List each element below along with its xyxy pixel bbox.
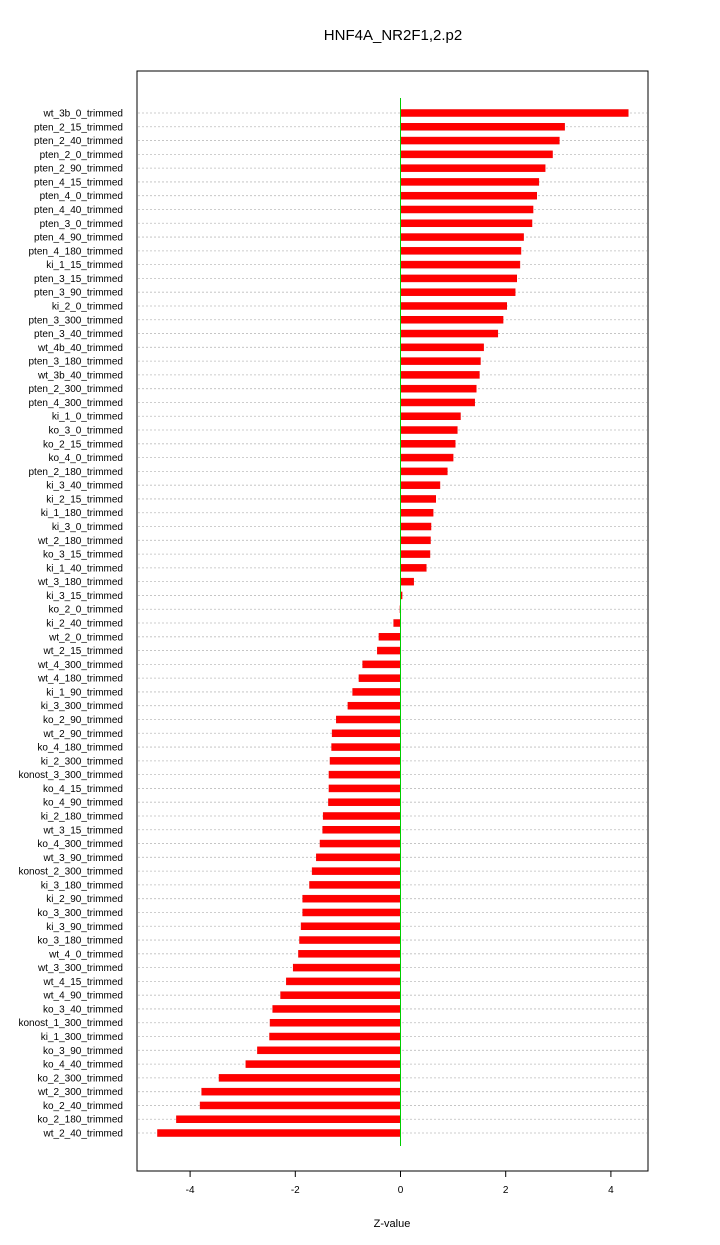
category-label: ko_2_0_trimmed [48, 604, 123, 616]
bar-wt_3_90_trimmed [316, 854, 400, 861]
category-label: konost_3_300_trimmed [18, 770, 123, 782]
category-label: ki_2_180_trimmed [40, 811, 123, 823]
category-label: pten_4_15_trimmed [34, 177, 123, 189]
category-label: ko_2_40_trimmed [42, 1100, 123, 1112]
category-label: ki_3_300_trimmed [40, 701, 123, 713]
bar-ki_2_0_trimmed [401, 302, 507, 309]
category-label: ko_4_15_trimmed [42, 783, 123, 795]
category-label: ki_2_40_trimmed [46, 618, 123, 630]
category-label: ko_3_90_trimmed [42, 1045, 123, 1057]
bar-ki_2_40_trimmed [394, 620, 401, 627]
bar-pten_3_0_trimmed [401, 220, 533, 227]
bar-ki_2_15_trimmed [401, 495, 436, 502]
category-label: pten_3_180_trimmed [28, 356, 123, 368]
category-label: ko_4_90_trimmed [42, 797, 123, 809]
bar-ki_2_300_trimmed [330, 757, 400, 764]
x-tick-label: -4 [185, 1185, 195, 1196]
bar-pten_3_15_trimmed [401, 275, 517, 282]
bar-pten_3_300_trimmed [401, 316, 504, 323]
category-label: ko_2_15_trimmed [42, 439, 123, 451]
bar-wt_4_300_trimmed [363, 661, 401, 668]
category-label: pten_4_180_trimmed [28, 246, 123, 258]
bar-ki_1_0_trimmed [401, 413, 461, 420]
bar-pten_4_90_trimmed [401, 234, 524, 241]
bar-wt_2_40_trimmed [157, 1130, 400, 1137]
category-label: ki_3_90_trimmed [46, 921, 123, 933]
bar-ki_1_90_trimmed [353, 688, 401, 695]
bar-pten_2_15_trimmed [401, 123, 565, 130]
category-label: ki_2_15_trimmed [46, 494, 123, 506]
category-label: ki_3_15_trimmed [46, 590, 123, 602]
category-label: pten_4_90_trimmed [34, 232, 123, 244]
bar-ki_3_180_trimmed [310, 881, 401, 888]
category-label: wt_2_300_trimmed [37, 1087, 123, 1099]
category-label: pten_4_40_trimmed [34, 204, 123, 216]
bar-wt_2_180_trimmed [401, 537, 431, 544]
bar-wt_4b_40_trimmed [401, 344, 484, 351]
x-axis-label: Z-value [373, 1218, 411, 1230]
bar-ko_3_40_trimmed [273, 1005, 401, 1012]
category-label: ko_4_300_trimmed [37, 839, 123, 851]
category-label: pten_3_40_trimmed [34, 329, 123, 341]
bar-pten_2_180_trimmed [401, 468, 448, 475]
bar-ko_3_90_trimmed [257, 1047, 400, 1054]
bar-ko_3_300_trimmed [303, 909, 401, 916]
category-label: ki_3_0_trimmed [51, 522, 123, 534]
bar-ko_4_0_trimmed [401, 454, 454, 461]
category-label: ko_3_300_trimmed [37, 907, 123, 919]
bar-ki_1_300_trimmed [270, 1033, 401, 1040]
bar-ki_3_0_trimmed [401, 523, 432, 530]
bar-ki_3_90_trimmed [301, 923, 400, 930]
category-label: pten_2_0_trimmed [39, 149, 123, 161]
bar-ki_1_40_trimmed [401, 564, 427, 571]
bar-ki_2_180_trimmed [323, 812, 400, 819]
bar-konost_2_300_trimmed [312, 868, 400, 875]
category-label: wt_3_15_trimmed [43, 825, 123, 837]
category-label: ko_4_40_trimmed [42, 1059, 123, 1071]
bar-ki_1_15_trimmed [401, 261, 520, 268]
category-label: pten_2_90_trimmed [34, 163, 123, 175]
category-labels [18, 109, 123, 1140]
category-label: wt_2_40_trimmed [43, 1128, 123, 1140]
category-label: ki_2_90_trimmed [46, 894, 123, 906]
category-label: wt_2_15_trimmed [43, 646, 123, 658]
bar-wt_4_0_trimmed [298, 950, 400, 957]
x-tick-label: 4 [608, 1185, 614, 1196]
bar-konost_1_300_trimmed [270, 1019, 400, 1026]
category-label: ko_2_180_trimmed [37, 1114, 123, 1126]
category-label: pten_2_180_trimmed [28, 466, 123, 478]
bar-wt_3b_40_trimmed [401, 371, 480, 378]
bar-wt_2_0_trimmed [379, 633, 401, 640]
bar-ki_3_40_trimmed [401, 482, 440, 489]
category-label: pten_4_300_trimmed [28, 397, 123, 409]
category-label: wt_4_300_trimmed [37, 659, 123, 671]
bar-ko_4_300_trimmed [320, 840, 400, 847]
bars [157, 110, 628, 1137]
bar-ko_2_300_trimmed [219, 1074, 400, 1081]
bar-ko_3_0_trimmed [401, 427, 458, 434]
bar-pten_2_300_trimmed [401, 385, 477, 392]
bar-ko_2_180_trimmed [176, 1116, 400, 1123]
bar-pten_4_180_trimmed [401, 247, 521, 254]
category-label: ko_4_0_trimmed [48, 453, 123, 465]
bar-wt_3_15_trimmed [323, 826, 401, 833]
category-label: wt_3b_0_trimmed [43, 108, 123, 120]
category-label: ki_1_180_trimmed [40, 508, 123, 520]
bar-ko_2_15_trimmed [401, 440, 456, 447]
bar-wt_4_15_trimmed [286, 978, 400, 985]
category-label: wt_2_90_trimmed [43, 728, 123, 740]
bar-pten_3_40_trimmed [401, 330, 498, 337]
bar-pten_2_90_trimmed [401, 165, 546, 172]
bar-ko_4_40_trimmed [246, 1061, 401, 1068]
category-label: ki_1_15_trimmed [46, 260, 123, 272]
bar-ki_3_300_trimmed [348, 702, 401, 709]
category-label: wt_2_180_trimmed [37, 535, 123, 547]
category-label: wt_3_300_trimmed [37, 963, 123, 975]
x-tick-label: -2 [290, 1185, 300, 1196]
bar-wt_2_15_trimmed [377, 647, 400, 654]
bar-pten_2_0_trimmed [401, 151, 553, 158]
category-label: ko_3_0_trimmed [48, 425, 123, 437]
bar-pten_3_90_trimmed [401, 289, 516, 296]
bar-pten_4_0_trimmed [401, 192, 537, 199]
category-label: wt_3b_40_trimmed [37, 370, 123, 382]
category-label: pten_2_300_trimmed [28, 384, 123, 396]
category-label: ki_2_300_trimmed [40, 756, 123, 768]
bar-ki_2_90_trimmed [303, 895, 401, 902]
bar-ko_3_180_trimmed [300, 937, 401, 944]
category-label: konost_1_300_trimmed [18, 1018, 123, 1030]
bar-ko_3_15_trimmed [401, 551, 430, 558]
bar-ko_4_90_trimmed [328, 799, 400, 806]
category-label: pten_3_300_trimmed [28, 315, 123, 327]
bar-ko_2_40_trimmed [200, 1102, 400, 1109]
category-label: pten_3_15_trimmed [34, 273, 123, 285]
category-label: wt_4_0_trimmed [49, 949, 123, 961]
bar-ki_1_180_trimmed [401, 509, 434, 516]
category-label: ki_1_0_trimmed [51, 411, 123, 423]
bar-wt_2_300_trimmed [202, 1088, 401, 1095]
category-label: wt_2_0_trimmed [49, 632, 123, 644]
bar-wt_3b_0_trimmed [401, 110, 629, 117]
category-label: pten_2_15_trimmed [34, 122, 123, 134]
bar-wt_3_300_trimmed [293, 964, 400, 971]
category-label: ko_2_300_trimmed [37, 1073, 123, 1085]
x-tick-label: 0 [397, 1185, 404, 1196]
bar-pten_4_15_trimmed [401, 178, 539, 185]
chart-title: HNF4A_NR2F1,2.p2 [323, 27, 463, 44]
bar-wt_2_90_trimmed [332, 730, 400, 737]
category-label: pten_2_40_trimmed [34, 136, 123, 148]
bar-wt_4_180_trimmed [359, 675, 401, 682]
category-label: konost_2_300_trimmed [18, 866, 123, 878]
bar-pten_3_180_trimmed [401, 358, 481, 365]
bar-ko_2_90_trimmed [336, 716, 400, 723]
category-label: wt_4_15_trimmed [43, 976, 123, 988]
bar-konost_3_300_trimmed [329, 771, 401, 778]
x-tick-label: 2 [502, 1185, 509, 1196]
category-label: ki_3_40_trimmed [46, 480, 123, 492]
category-label: pten_3_90_trimmed [34, 287, 123, 299]
bar-ko_4_15_trimmed [329, 785, 401, 792]
bar-ko_4_180_trimmed [332, 744, 401, 751]
x-axis [186, 1171, 614, 1196]
bar-pten_4_300_trimmed [401, 399, 475, 406]
category-label: wt_3_90_trimmed [43, 852, 123, 864]
category-label: ko_3_40_trimmed [42, 1004, 123, 1016]
category-label: ko_2_90_trimmed [42, 714, 123, 726]
category-label: ki_1_90_trimmed [46, 687, 123, 699]
category-label: wt_4b_40_trimmed [37, 342, 123, 354]
category-label: ki_3_180_trimmed [40, 880, 123, 892]
bar-pten_2_40_trimmed [401, 137, 560, 144]
category-label: pten_4_0_trimmed [39, 191, 123, 203]
bar-wt_3_180_trimmed [401, 578, 414, 585]
bar-pten_4_40_trimmed [401, 206, 534, 213]
category-label: ko_3_180_trimmed [37, 935, 123, 947]
category-label: ki_2_0_trimmed [51, 301, 123, 313]
category-label: wt_4_90_trimmed [43, 990, 123, 1002]
category-label: ki_1_300_trimmed [40, 1032, 123, 1044]
category-label: wt_3_180_trimmed [37, 577, 123, 589]
bar-wt_4_90_trimmed [281, 992, 401, 999]
category-label: ko_4_180_trimmed [37, 742, 123, 754]
category-label: ki_1_40_trimmed [46, 563, 123, 575]
category-label: ko_3_15_trimmed [42, 549, 123, 561]
category-label: wt_4_180_trimmed [37, 673, 123, 685]
category-label: pten_3_0_trimmed [39, 218, 123, 230]
